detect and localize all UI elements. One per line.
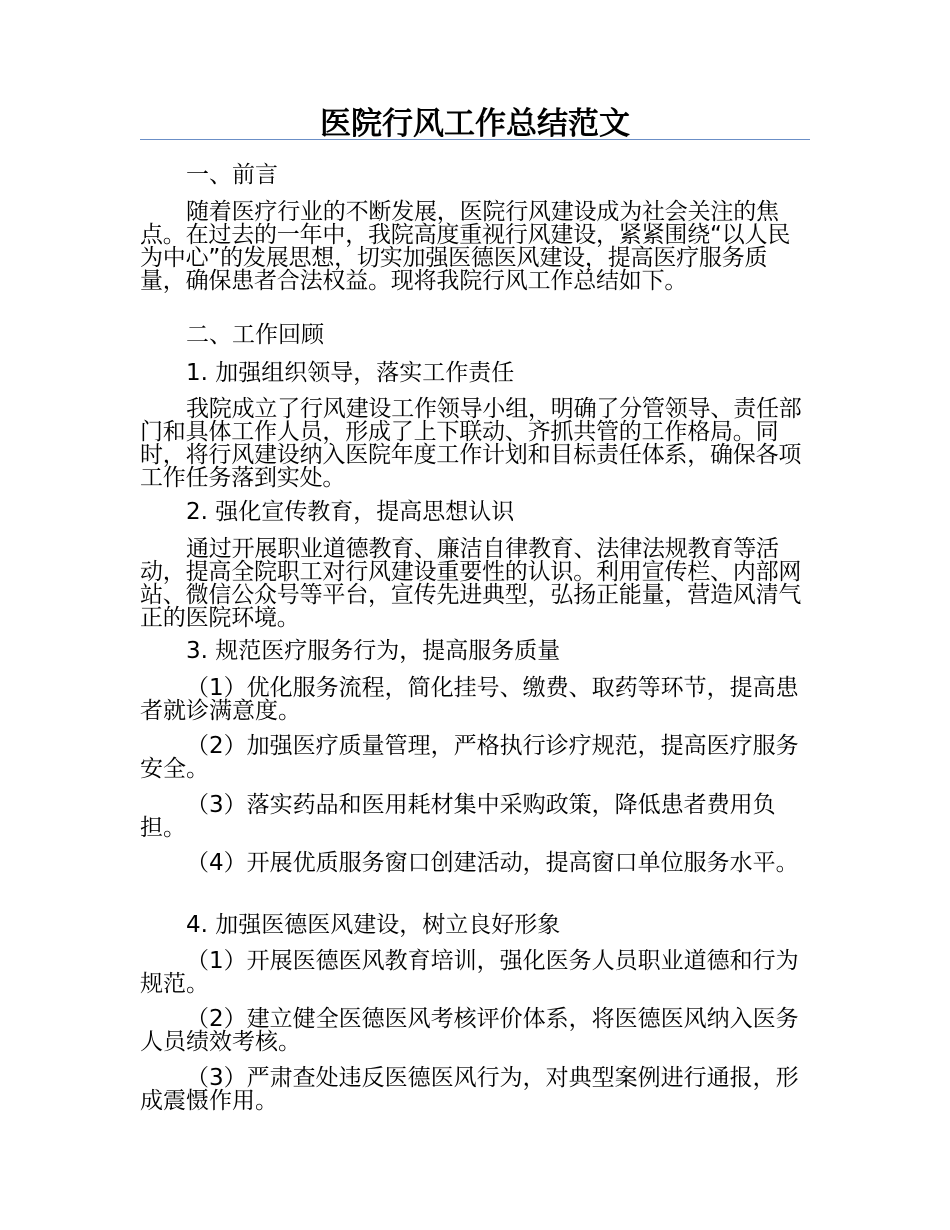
section-heading-preface: 一、前言 [186,162,278,188]
list-item-service-4: （4）开展优质服务窗口创建活动，提高窗口单位服务水平。 [186,850,799,876]
list-item-ethics-1: （1）开展医德医风教育培训，强化医务人员职业道德和行为规范。 [140,948,799,997]
list-item-service-3: （3）落实药品和医用耗材集中采购政策，降低患者费用负担。 [140,792,776,841]
subheading-ethics: 4. 加强医德医风建设，树立良好形象 [186,912,561,938]
paragraph-education: 通过开展职业道德教育、廉洁自律教育、法律法规教育等活动，提高全院职工对行风建设重要性的认识。利用宣传栏、内部网站、微信公众号等平台，宣传先进典型，弘扬正能量，营造风清气正的医院环境。 [140,536,802,631]
list-item-ethics-2: （2）建立健全医德医风考核评价体系，将医德医风纳入医务人员绩效考核。 [140,1006,799,1055]
paragraph-intro: 随着医疗行业的不断发展，医院行风建设成为社会关注的焦点。在过去的一年中，我院高度重视行风建设，紧紧围绕“以人民为中心”的发展思想，切实加强医德医风建设，提高医疗服务质量，确保患者合法权益。现将我院行风工作总结如下。 [140,199,791,294]
list-item-ethics-3: （3）严肃查处违反医德医风行为，对典型案例进行通报，形成震慑作用。 [140,1065,799,1114]
subheading-service: 3. 规范医疗服务行为，提高服务质量 [186,638,561,664]
subheading-education: 2. 强化宣传教育，提高思想认识 [186,499,515,525]
list-item-service-2: （2）加强医疗质量管理，严格执行诊疗规范，提高医疗服务安全。 [140,733,799,782]
subheading-organization: 1. 加强组织领导，落实工作责任 [186,360,515,386]
document-title: 医院行风工作总结范文 [320,106,630,142]
list-item-service-1: （1）优化服务流程，简化挂号、缴费、取药等环节，提高患者就诊满意度。 [140,675,799,724]
paragraph-organization: 我院成立了行风建设工作领导小组，明确了分管领导、责任部门和具体工作人员，形成了上下联动、齐抓共管的工作格局。同时，将行风建设纳入医院年度工作计划和目标责任体系，确保各项工作任务落到实处。 [140,396,802,491]
title-underline [140,139,810,140]
section-heading-review: 二、工作回顾 [186,322,324,348]
